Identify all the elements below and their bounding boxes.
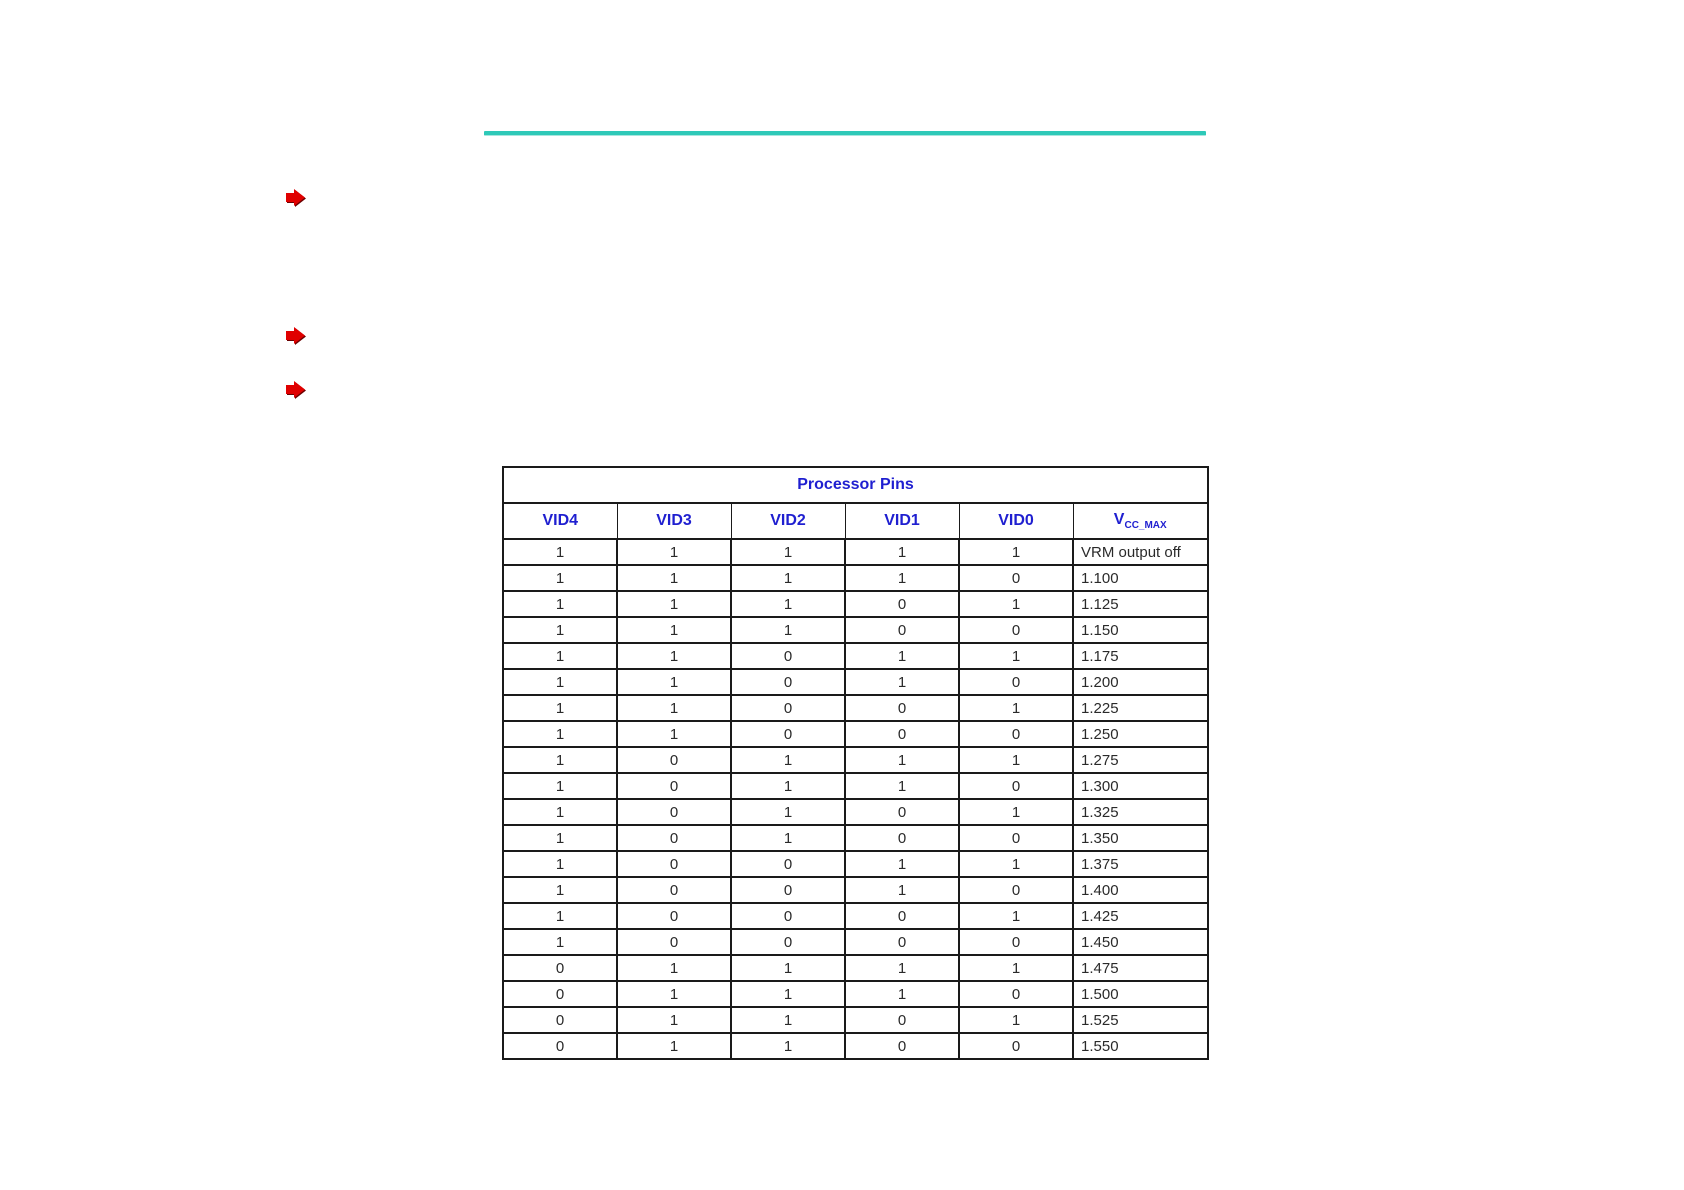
vid-bit-cell: 0 — [845, 617, 959, 643]
vid-bit-cell: 1 — [845, 539, 959, 565]
vid-bit-cell: 0 — [959, 929, 1073, 955]
table-row — [503, 981, 1208, 1007]
vid-bit-cell: 1 — [845, 851, 959, 877]
table-row — [503, 877, 1208, 903]
vid-bit-cell: 1 — [503, 565, 617, 591]
vid-bit-cell: 0 — [959, 825, 1073, 851]
column-header-vid1: VID1 — [845, 503, 959, 539]
vid-bit-cell: 1 — [845, 747, 959, 773]
vcc-max-cell: 1.225 — [1073, 695, 1208, 721]
vid-bit-cell: 1 — [503, 539, 617, 565]
vid-bit-cell: 1 — [731, 539, 845, 565]
vid-bit-cell: 1 — [503, 617, 617, 643]
vid-bit-cell: 1 — [617, 617, 731, 643]
vid-bit-cell: 0 — [731, 877, 845, 903]
vid-bit-cell: 1 — [503, 695, 617, 721]
vid-bit-cell: 0 — [845, 721, 959, 747]
table-row — [503, 747, 1208, 773]
vid-bit-cell: 0 — [503, 1007, 617, 1033]
table-row — [503, 617, 1208, 643]
vcc-max-cell: VRM output off — [1073, 539, 1208, 565]
table-row — [503, 643, 1208, 669]
vcc-max-cell: 1.275 — [1073, 747, 1208, 773]
vid-bit-cell: 1 — [503, 903, 617, 929]
vid-bit-cell: 1 — [617, 643, 731, 669]
vid-bit-cell: 1 — [959, 695, 1073, 721]
table-row — [503, 929, 1208, 955]
vid-bit-cell: 1 — [731, 825, 845, 851]
vid-bit-cell: 1 — [959, 539, 1073, 565]
table-row — [503, 591, 1208, 617]
column-header-vid3: VID3 — [617, 503, 731, 539]
vid-bit-cell: 1 — [959, 643, 1073, 669]
vid-bit-cell: 0 — [731, 695, 845, 721]
vcc-max-cell: 1.525 — [1073, 1007, 1208, 1033]
vid-bit-cell: 0 — [731, 903, 845, 929]
table-row — [503, 695, 1208, 721]
table-caption: Processor Pins — [503, 467, 1208, 503]
vid-bit-cell: 0 — [845, 1007, 959, 1033]
vid-bit-cell: 0 — [617, 851, 731, 877]
vcc-max-cell: 1.375 — [1073, 851, 1208, 877]
column-header-vid0: VID0 — [959, 503, 1073, 539]
vid-bit-cell: 0 — [617, 747, 731, 773]
vid-bit-cell: 0 — [731, 643, 845, 669]
vid-bit-cell: 1 — [503, 643, 617, 669]
vid-bit-cell: 0 — [503, 955, 617, 981]
vid-bit-cell: 0 — [503, 1033, 617, 1059]
vid-bit-cell: 1 — [731, 1007, 845, 1033]
vid-bit-cell: 0 — [731, 929, 845, 955]
arrow-bullet-icon — [286, 189, 308, 207]
vid-bit-cell: 1 — [731, 799, 845, 825]
vid-bit-cell: 1 — [617, 1033, 731, 1059]
vid-bit-cell: 0 — [959, 721, 1073, 747]
vcc-max-cell: 1.200 — [1073, 669, 1208, 695]
table-row — [503, 825, 1208, 851]
vid-bit-cell: 0 — [959, 617, 1073, 643]
table-row — [503, 539, 1208, 565]
vid-bit-cell: 0 — [617, 773, 731, 799]
vcc-max-cell: 1.175 — [1073, 643, 1208, 669]
vcc-max-cell: 1.550 — [1073, 1033, 1208, 1059]
vcc-max-cell: 1.500 — [1073, 981, 1208, 1007]
vid-bit-cell: 0 — [959, 981, 1073, 1007]
vcc-max-cell: 1.250 — [1073, 721, 1208, 747]
arrow-bullet-icon — [286, 327, 308, 345]
vid-bit-cell: 1 — [617, 565, 731, 591]
vcc-max-cell: 1.100 — [1073, 565, 1208, 591]
table-body — [503, 539, 1208, 1059]
vid-bit-cell: 0 — [617, 903, 731, 929]
vid-bit-cell: 0 — [959, 1033, 1073, 1059]
vid-bit-cell: 0 — [617, 799, 731, 825]
table-row — [503, 1033, 1208, 1059]
vcc-max-cell: 1.150 — [1073, 617, 1208, 643]
vid-bit-cell: 0 — [617, 929, 731, 955]
vid-bit-cell: 0 — [845, 591, 959, 617]
vid-bit-cell: 0 — [731, 669, 845, 695]
vid-bit-cell: 1 — [617, 591, 731, 617]
vid-bit-cell: 1 — [617, 669, 731, 695]
column-header-vcc-max — [1073, 503, 1208, 539]
vid-bit-cell: 1 — [731, 955, 845, 981]
vid-bit-cell: 0 — [959, 773, 1073, 799]
vid-bit-cell: 1 — [731, 617, 845, 643]
table-row — [503, 773, 1208, 799]
vid-bit-cell: 0 — [845, 929, 959, 955]
column-header-vid2: VID2 — [731, 503, 845, 539]
vid-bit-cell: 1 — [617, 695, 731, 721]
vid-bit-cell: 1 — [959, 747, 1073, 773]
vcc-max-cell: 1.450 — [1073, 929, 1208, 955]
vcc-max-cell: 1.475 — [1073, 955, 1208, 981]
vid-bit-cell: 1 — [845, 955, 959, 981]
vid-bit-cell: 0 — [845, 1033, 959, 1059]
vid-bit-cell: 0 — [503, 981, 617, 1007]
vid-bit-cell: 1 — [731, 591, 845, 617]
vid-bit-cell: 1 — [845, 669, 959, 695]
vid-bit-cell: 1 — [617, 1007, 731, 1033]
table-row — [503, 851, 1208, 877]
table-row — [503, 903, 1208, 929]
title-rule — [484, 131, 1206, 136]
vid-bit-cell: 1 — [845, 773, 959, 799]
table-row — [503, 1007, 1208, 1033]
table-row — [503, 565, 1208, 591]
vid-bit-cell: 1 — [503, 825, 617, 851]
vid-bit-cell: 1 — [503, 877, 617, 903]
arrow-bullet-icon — [286, 381, 308, 399]
vid-bit-cell: 1 — [503, 669, 617, 695]
vid-bit-cell: 1 — [617, 721, 731, 747]
vcc-max-cell: 1.125 — [1073, 591, 1208, 617]
vid-bit-cell: 1 — [959, 591, 1073, 617]
vid-bit-cell: 1 — [617, 955, 731, 981]
vid-bit-cell: 1 — [959, 1007, 1073, 1033]
vid-bit-cell: 1 — [503, 851, 617, 877]
vid-bit-cell: 1 — [845, 565, 959, 591]
vcc-max-cell: 1.350 — [1073, 825, 1208, 851]
vid-bit-cell: 0 — [959, 877, 1073, 903]
vcc-max-cell: 1.425 — [1073, 903, 1208, 929]
table-header-row — [503, 503, 1208, 539]
vid-bit-cell: 0 — [959, 565, 1073, 591]
vid-bit-cell: 0 — [731, 851, 845, 877]
vcc-header-subscript: CC_MAX — [1124, 520, 1167, 531]
vid-bit-cell: 1 — [503, 747, 617, 773]
vid-bit-cell: 1 — [731, 1033, 845, 1059]
vid-bit-cell: 1 — [503, 721, 617, 747]
vid-bit-cell: 0 — [845, 799, 959, 825]
vid-bit-cell: 1 — [503, 799, 617, 825]
vid-bit-cell: 0 — [845, 695, 959, 721]
vid-bit-cell: 1 — [731, 981, 845, 1007]
vid-bit-cell: 0 — [617, 877, 731, 903]
vcc-header-main: V — [1113, 511, 1125, 528]
vid-bit-cell: 1 — [617, 981, 731, 1007]
vid-bit-cell: 1 — [845, 981, 959, 1007]
vid-bit-cell: 0 — [959, 669, 1073, 695]
vid-bit-cell: 1 — [845, 643, 959, 669]
vid-bit-cell: 1 — [617, 539, 731, 565]
table-row — [503, 799, 1208, 825]
vid-bit-cell: 1 — [959, 799, 1073, 825]
table-row — [503, 955, 1208, 981]
vid-bit-cell: 0 — [845, 825, 959, 851]
vcc-max-cell: 1.300 — [1073, 773, 1208, 799]
vid-bit-cell: 1 — [731, 773, 845, 799]
vid-bit-cell: 0 — [845, 903, 959, 929]
vcc-max-cell: 1.325 — [1073, 799, 1208, 825]
vid-bit-cell: 1 — [503, 929, 617, 955]
vid-bit-cell: 1 — [731, 565, 845, 591]
table-row — [503, 721, 1208, 747]
vid-bit-cell: 1 — [845, 877, 959, 903]
table-row — [503, 669, 1208, 695]
vid-bit-cell: 0 — [731, 721, 845, 747]
column-header-vid4: VID4 — [503, 503, 617, 539]
vid-bit-cell: 1 — [503, 773, 617, 799]
vid-bit-cell: 1 — [731, 747, 845, 773]
vcc-max-cell: 1.400 — [1073, 877, 1208, 903]
vid-bit-cell: 1 — [959, 903, 1073, 929]
vid-bit-cell: 1 — [503, 591, 617, 617]
vid-bit-cell: 1 — [959, 955, 1073, 981]
vid-bit-cell: 1 — [959, 851, 1073, 877]
vid-bit-cell: 0 — [617, 825, 731, 851]
vid-voltage-table — [502, 466, 1209, 1060]
